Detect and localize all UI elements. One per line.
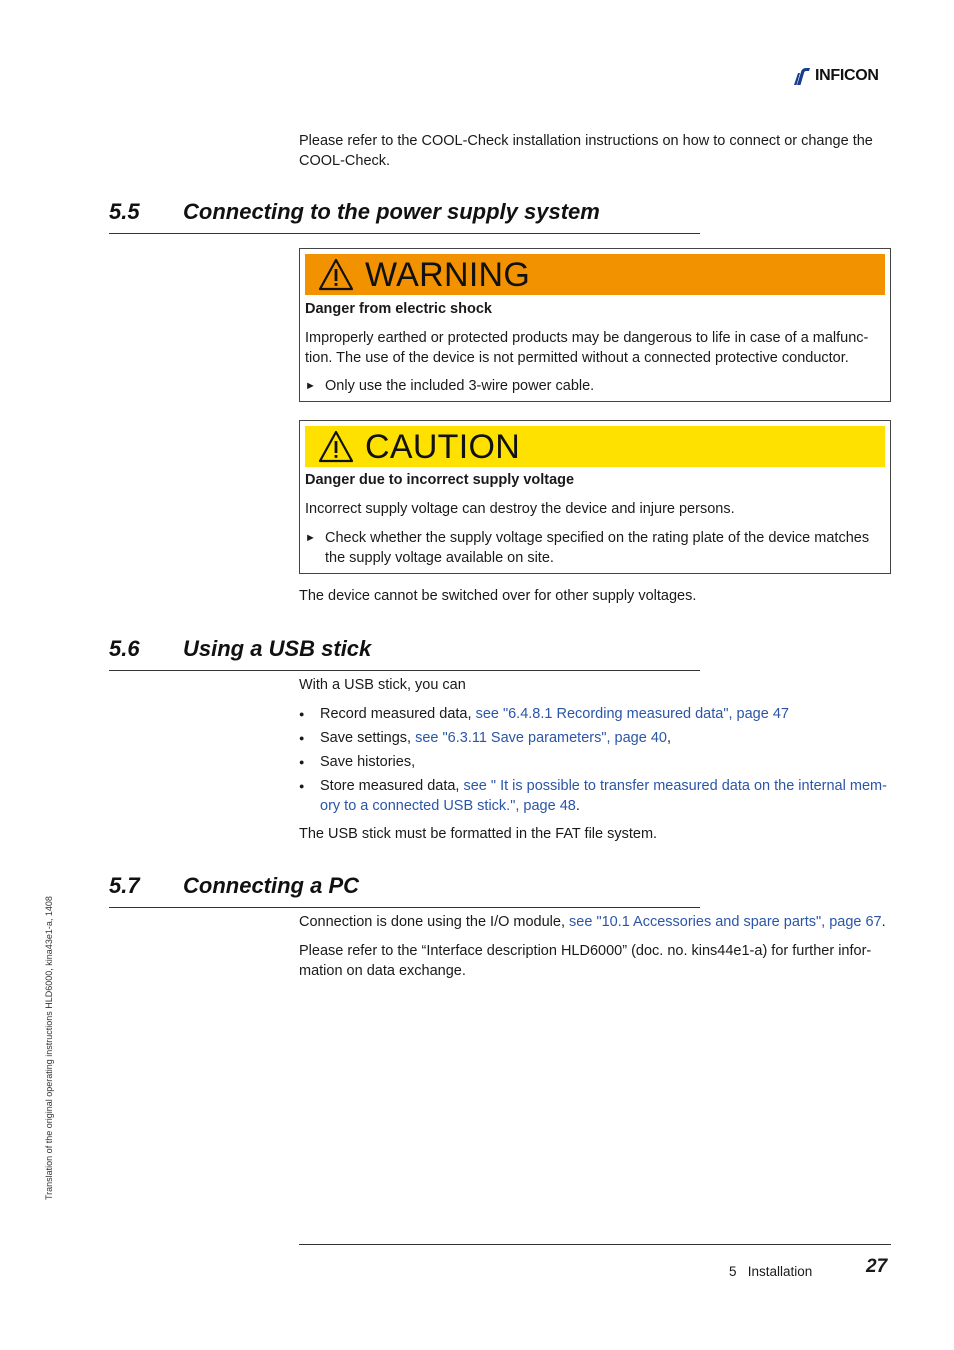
bullet-icon: ●: [299, 757, 305, 767]
bullet-icon: ●: [299, 709, 305, 719]
document-sidebar-note: Translation of the original operating instructions HLD6000, kina43e1-a, 1408: [44, 896, 54, 1200]
bullet-icon: ●: [299, 733, 305, 743]
footer-rule: [299, 1244, 891, 1245]
section-number: 5.7: [109, 873, 140, 898]
cross-reference-link[interactable]: see "6.4.8.1 Recording measured data", page 47: [475, 706, 789, 722]
section-heading-5-5: [109, 197, 700, 234]
bullet-icon: ●: [299, 781, 305, 791]
warning-text: Improperly earthed or protected products may be dangerous to life in case of a malfunc-tion. The use of the device is not permitted without a connected protective conductor.: [305, 330, 869, 366]
pc-text: Connection is done using the I/O module,: [299, 914, 570, 930]
warning-subtitle: Danger from electric shock: [305, 301, 492, 317]
item-text: Record measured data,: [320, 706, 476, 722]
item-tail: ,: [666, 730, 671, 746]
section-heading-5-7: [109, 871, 700, 908]
footer-section: 5 Installation: [729, 1264, 813, 1279]
intro-paragraph: Please refer to the COOL-Check installation instructions on how to connect or change the COOL-Check.: [299, 133, 873, 169]
list-item: [299, 777, 893, 816]
warning-box: [299, 248, 891, 402]
list-item: [299, 705, 893, 725]
step-arrow-icon: ►: [305, 380, 316, 392]
supply-note: The device cannot be switched over for other supply voltages.: [299, 588, 697, 604]
usb-note: The USB stick must be formatted in the FAT file system.: [299, 826, 658, 842]
caution-step: [305, 529, 887, 568]
pc-paragraph-2: Please refer to the “Interface description HLD6000” (doc. no. kins44e1-a) for further infor-mation on data exchange.: [299, 943, 872, 979]
item-tail: .: [575, 797, 580, 814]
cross-reference-link[interactable]: see "10.1 Accessories and spare parts", page 67: [569, 914, 882, 930]
section-number: 5.5: [109, 199, 140, 224]
pc-paragraph-1: [299, 913, 893, 933]
step-arrow-icon: ►: [305, 532, 316, 544]
section-heading-5-6: [109, 634, 700, 671]
caution-label: CAUTION: [365, 427, 521, 466]
item-text: Store measured data,: [320, 778, 464, 794]
list-item: [299, 753, 893, 773]
inficon-logo: [794, 66, 879, 86]
section-title: Connecting to the power supply system: [183, 199, 600, 224]
cross-reference-link[interactable]: see " It is possible to transfer measured data on the internal mem-ory to a connected USB stick.", page 48: [320, 778, 887, 814]
item-text: Save histories,: [320, 754, 416, 770]
pc-tail: .: [881, 914, 886, 930]
caution-step-text: Check whether the supply voltage specified on the rating plate of the device matches the supply voltage available on site.: [325, 530, 870, 566]
warning-triangle-icon: [318, 258, 354, 291]
inficon-logo-icon: [794, 66, 812, 86]
cross-reference-link[interactable]: see "6.3.11 Save parameters", page 40: [415, 730, 667, 746]
section-title: Using a USB stick: [183, 636, 372, 661]
item-text: Save settings,: [320, 730, 416, 746]
caution-text: Incorrect supply voltage can destroy the device and injure persons.: [305, 501, 735, 517]
list-item: [299, 729, 893, 749]
caution-triangle-icon: [318, 430, 354, 463]
usb-lead: With a USB stick, you can: [299, 677, 466, 693]
section-number: 5.6: [109, 636, 140, 661]
caution-banner: [305, 426, 885, 467]
section-title: Connecting a PC: [183, 873, 360, 898]
warning-step-text: Only use the included 3-wire power cable.: [325, 378, 595, 394]
caution-subtitle: Danger due to incorrect supply voltage: [305, 472, 575, 488]
page-number: 27: [866, 1256, 888, 1277]
caution-box: [299, 420, 891, 574]
warning-banner: [305, 254, 885, 295]
warning-step: [305, 377, 887, 397]
warning-label: WARNING: [365, 255, 531, 294]
logo-text: INFICON: [815, 67, 879, 85]
